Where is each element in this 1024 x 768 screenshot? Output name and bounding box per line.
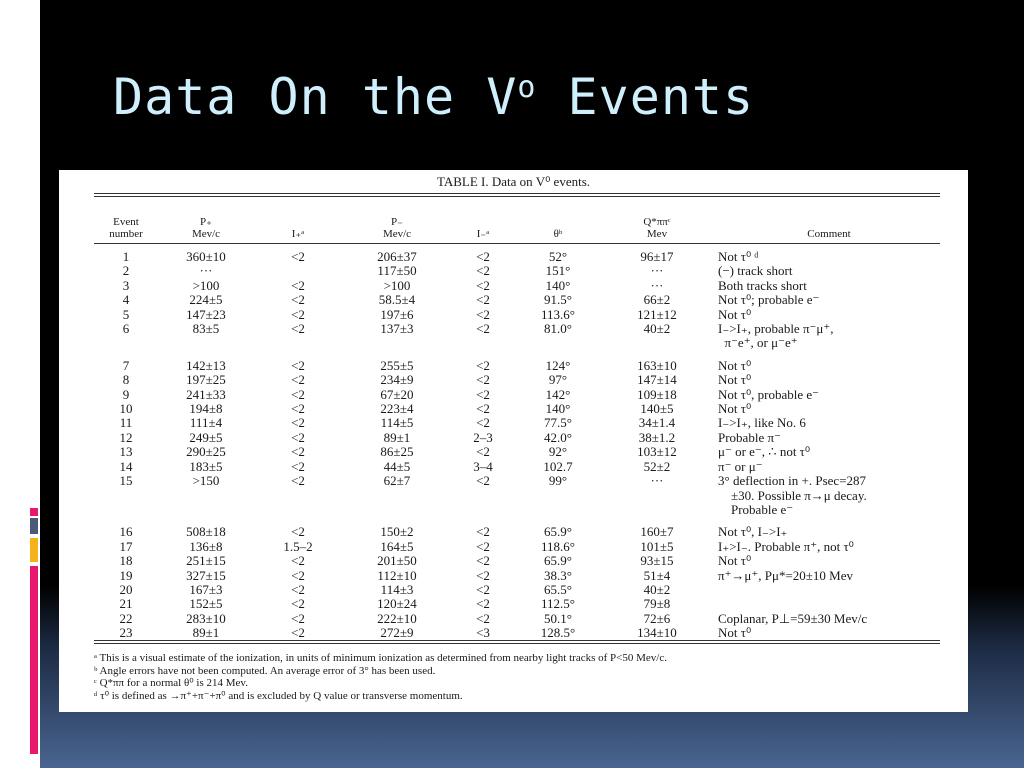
cell-q: ··· (650, 263, 664, 279)
cell-comment: Not τ⁰; probable e⁻ (718, 292, 820, 308)
cell-q: 103±12 (637, 444, 677, 460)
table-row (94, 388, 940, 402)
cell-q: 40±2 (643, 321, 671, 337)
cell-p-minus: 112±10 (377, 567, 417, 583)
cell-q: 52±2 (643, 458, 671, 474)
cell-p-minus: 114±3 (380, 581, 414, 597)
cell-p-minus (342, 336, 452, 350)
table-row (94, 431, 940, 445)
cell-comment: Not τ⁰ ᵈ (718, 249, 759, 264)
cell-i-minus: <2 (476, 581, 490, 597)
cell-p-plus: >100 (192, 277, 220, 293)
cell-event: 18 (119, 553, 133, 569)
cell-q: 34±1.4 (638, 415, 676, 431)
cell-theta: 65.9° (544, 524, 572, 540)
table-row (94, 279, 940, 293)
accent-bar-pink (30, 566, 38, 754)
accent-bar-pink-top (30, 508, 38, 516)
footnote: ᵈ τ⁰ is defined as →π⁺+π⁻+π⁰ and is excluded by Q value or transverse momentum. (94, 689, 463, 702)
header-p-plus: P₊ Mev/c (191, 216, 221, 240)
cell-p-minus: 150±2 (380, 524, 414, 540)
cell-p-minus: 44±5 (383, 458, 411, 474)
title-text-rest: Events (536, 68, 755, 126)
scanned-table-document (59, 170, 968, 712)
cell-theta: 38.3° (544, 567, 572, 583)
cell-i-minus: <2 (476, 357, 490, 373)
cell-p-minus: 234±9 (380, 372, 414, 388)
cell-p-minus: 117±50 (377, 263, 417, 279)
cell-p-plus: 290±25 (186, 444, 226, 460)
cell-p-plus: >150 (192, 473, 220, 489)
cell-comment: 3° deflection in +. Psec=287 (718, 473, 867, 489)
cell-q: 101±5 (640, 538, 674, 554)
v0-events-table (94, 208, 940, 641)
cell-comment: ±30. Possible π→μ decay. (718, 487, 867, 503)
cell-q: 93±15 (640, 553, 674, 569)
table-row (94, 293, 940, 307)
table-row (94, 445, 940, 459)
cell-event (94, 489, 158, 503)
cell-comment: I₋>I₊, probable π⁻μ⁺, (718, 321, 834, 337)
cell-i-minus: <2 (476, 372, 490, 388)
cell-i-minus: <2 (476, 292, 490, 308)
table-row (94, 402, 940, 416)
cell-p-plus: 183±5 (189, 458, 223, 474)
table-caption: TABLE I. Data on V⁰ events. (436, 174, 591, 189)
cell-p-plus: 241±33 (186, 386, 226, 402)
cell-q: 140±5 (640, 401, 674, 417)
cell-comment: Not τ⁰ (718, 553, 752, 569)
cell-event: 7 (122, 357, 130, 373)
cell-i-plus: <2 (291, 625, 305, 641)
table-row (94, 540, 940, 554)
cell-q: ··· (650, 277, 664, 293)
cell-q: 79±8 (643, 596, 671, 612)
slide-title (113, 68, 754, 126)
table-row (94, 373, 940, 387)
header-i-minus: I₋ᵃ (476, 228, 490, 240)
cell-q: 134±10 (637, 625, 677, 641)
table-row (94, 336, 940, 350)
cell-p-plus (158, 336, 254, 350)
cell-p-plus: 360±10 (186, 249, 226, 264)
cell-event: 19 (119, 567, 133, 583)
cell-comment: Not τ⁰ (718, 401, 752, 417)
cell-event: 20 (119, 581, 133, 597)
cell-p-minus (342, 489, 452, 503)
cell-p-minus (342, 503, 452, 517)
cell-p-minus: 62±7 (383, 473, 411, 489)
table-row (94, 474, 940, 488)
cell-i-plus: <2 (291, 458, 305, 474)
cell-theta: 140° (545, 401, 571, 417)
cell-i-plus (254, 503, 342, 517)
cell-i-plus: 1.5–2 (283, 538, 313, 554)
cell-p-minus: 223±4 (380, 401, 414, 417)
cell-i-plus: <2 (291, 581, 305, 597)
cell-i-minus: <2 (476, 596, 490, 612)
cell-event: 8 (122, 372, 130, 388)
cell-comment: Both tracks short (718, 277, 807, 293)
table-row (94, 250, 940, 264)
cell-i-plus: <2 (291, 357, 305, 373)
table-row (94, 583, 940, 597)
cell-i-minus (452, 489, 514, 503)
cell-q: ··· (650, 473, 664, 489)
cell-p-minus: 137±3 (380, 321, 414, 337)
cell-p-plus: 283±10 (186, 610, 226, 626)
header-q: Q*ππᶜ Mev (643, 216, 671, 240)
cell-i-plus: <2 (291, 401, 305, 417)
cell-i-plus: <2 (291, 321, 305, 337)
cell-theta: 151° (545, 263, 571, 279)
cell-event: 6 (122, 321, 130, 337)
cell-q (602, 489, 712, 503)
cell-theta: 99° (548, 473, 568, 489)
cell-event: 9 (122, 386, 130, 402)
cell-i-plus: <2 (291, 415, 305, 431)
cell-q: 160±7 (640, 524, 674, 540)
cell-i-minus: <2 (476, 538, 490, 554)
footnotes (94, 652, 940, 702)
table-row (94, 525, 940, 539)
cell-q: 96±17 (640, 249, 674, 264)
cell-i-plus: <2 (291, 524, 305, 540)
cell-i-minus: <2 (476, 553, 490, 569)
table-row (94, 322, 940, 336)
header-p-minus: P₋ Mev/c (382, 216, 412, 240)
cell-i-minus: <2 (476, 444, 490, 460)
cell-event: 15 (119, 473, 133, 489)
cell-comment: I₊>I₋. Probable π⁺, not τ⁰ (718, 538, 854, 554)
cell-theta: 65.5° (544, 581, 572, 597)
cell-comment: Not τ⁰ (718, 372, 752, 388)
cell-i-minus: <2 (476, 277, 490, 293)
cell-i-plus: <2 (291, 386, 305, 402)
cell-i-minus: <2 (476, 249, 490, 264)
cell-p-minus: 197±6 (380, 306, 414, 322)
cell-i-minus: <2 (476, 263, 490, 279)
cell-q: 38±1.2 (638, 429, 676, 445)
cell-i-plus: <2 (291, 553, 305, 569)
cell-theta (514, 503, 602, 517)
cell-p-plus: 83±5 (192, 321, 220, 337)
cell-p-plus: 249±5 (189, 429, 223, 445)
cell-q (602, 336, 712, 350)
cell-p-plus: 147±23 (186, 306, 226, 322)
title-superscript: o (517, 70, 537, 105)
cell-comment: (−) track short (718, 263, 793, 279)
cell-i-plus: <2 (291, 444, 305, 460)
cell-comment: Probable π⁻ (718, 429, 781, 445)
cell-event: 2 (122, 263, 130, 279)
rule-top (94, 193, 940, 194)
cell-p-plus: 136±8 (189, 538, 223, 554)
cell-i-minus: <2 (476, 473, 490, 489)
cell-q: 121±12 (637, 306, 677, 322)
cell-event: 10 (119, 401, 133, 417)
cell-event: 1 (122, 249, 130, 264)
cell-p-plus: 167±3 (189, 581, 223, 597)
cell-event: 3 (122, 277, 130, 293)
table-row (94, 612, 940, 626)
cell-event: 12 (119, 429, 133, 445)
cell-event: 4 (122, 292, 130, 308)
cell-p-minus: 272±9 (380, 625, 414, 641)
footnote: ᵃ This is a visual estimate of the ionization, in units of minimum ionization as determined from nearby light tracks of P<50 Mev/c. (94, 652, 667, 664)
cell-i-minus (452, 336, 514, 350)
cell-p-minus: 206±37 (377, 249, 417, 264)
cell-event (94, 503, 158, 517)
rule-top-2 (94, 196, 940, 197)
table-row (94, 308, 940, 322)
cell-i-minus: <2 (476, 386, 490, 402)
cell-event: 22 (119, 610, 133, 626)
cell-p-plus: 111±4 (189, 415, 223, 431)
header-theta: θᵇ (553, 228, 563, 240)
footnote: ᶜ Q*ππ for a normal θ⁰ is 214 Mev. (94, 677, 248, 689)
cell-i-minus: <2 (476, 524, 490, 540)
cell-i-plus (254, 489, 342, 503)
cell-p-plus: 197±25 (186, 372, 226, 388)
cell-event: 17 (119, 538, 133, 554)
cell-theta: 112.5° (541, 596, 575, 612)
cell-i-plus: <2 (291, 429, 305, 445)
cell-p-plus: 251±15 (186, 553, 226, 569)
cell-theta: 42.0° (544, 429, 572, 445)
cell-p-plus: 327±15 (186, 567, 226, 583)
cell-comment: μ⁻ or e⁻, ∴ not τ⁰ (718, 444, 811, 460)
cell-p-minus: 114±5 (380, 415, 414, 431)
cell-comment: I₋>I₊, like No. 6 (718, 415, 806, 431)
cell-comment: Probable e⁻ (718, 501, 794, 517)
cell-p-minus: 201±50 (377, 553, 417, 569)
cell-p-plus: ··· (199, 263, 213, 279)
cell-comment (712, 583, 940, 597)
table-row (94, 626, 940, 640)
cell-theta (514, 336, 602, 350)
cell-theta: 52° (548, 249, 568, 264)
cell-q: 109±18 (637, 386, 677, 402)
table-row (94, 460, 940, 474)
table-row (94, 359, 940, 373)
cell-comment: Not τ⁰ (718, 625, 752, 641)
cell-p-plus (158, 503, 254, 517)
header-comment: Comment (807, 228, 851, 240)
cell-p-minus: 164±5 (380, 538, 414, 554)
cell-p-minus: 67±20 (380, 386, 414, 402)
cell-comment: Not τ⁰ (718, 306, 752, 322)
cell-i-plus: <2 (291, 277, 305, 293)
cell-q: 72±6 (643, 610, 671, 626)
cell-q: 163±10 (637, 357, 677, 373)
cell-theta: 92° (548, 444, 568, 460)
cell-q: 40±2 (643, 581, 671, 597)
cell-theta: 102.7 (543, 458, 573, 474)
cell-theta: 65.9° (544, 553, 572, 569)
cell-i-plus (254, 336, 342, 350)
cell-p-plus: 89±1 (192, 625, 220, 641)
cell-comment: Not τ⁰, I₋>I₊ (718, 524, 788, 540)
cell-event: 11 (119, 415, 133, 431)
cell-theta: 118.6° (541, 538, 575, 554)
cell-q: 147±14 (637, 372, 677, 388)
cell-i-minus: <2 (476, 401, 490, 417)
cell-i-plus: <2 (291, 596, 305, 612)
cell-i-minus: <2 (476, 567, 490, 583)
table-row (94, 416, 940, 430)
cell-event: 5 (122, 306, 130, 322)
cell-comment: π⁻ or μ⁻ (718, 458, 763, 474)
cell-i-plus: <2 (291, 306, 305, 322)
cell-event: 14 (119, 458, 133, 474)
cell-i-plus: <2 (291, 567, 305, 583)
accent-bar-grey (30, 518, 38, 534)
header-i-plus: I₊ᵃ (291, 228, 305, 240)
cell-i-minus: <2 (476, 610, 490, 626)
cell-q: 51±4 (643, 567, 671, 583)
cell-p-minus: 120±24 (377, 596, 417, 612)
cell-theta: 142° (545, 386, 571, 402)
cell-i-minus: <2 (476, 306, 490, 322)
cell-p-plus (158, 489, 254, 503)
cell-i-plus: <2 (291, 249, 305, 264)
cell-i-plus: <2 (291, 372, 305, 388)
cell-p-plus: 152±5 (189, 596, 223, 612)
cell-p-minus: 89±1 (383, 429, 411, 445)
cell-event: 23 (119, 625, 133, 641)
cell-p-minus: 86±25 (380, 444, 414, 460)
footnote: ᵇ Angle errors have not been computed. An average error of 3° has been used. (94, 664, 436, 677)
table-row (94, 597, 940, 611)
cell-i-minus: <2 (476, 321, 490, 337)
cell-comment: π⁻e⁺, or μ⁻e⁺ (718, 335, 798, 351)
cell-event: 13 (119, 444, 133, 460)
cell-i-minus: 2–3 (473, 429, 493, 445)
cell-i-minus: <3 (476, 625, 490, 641)
table-header-row (94, 208, 940, 244)
cell-event: 16 (119, 524, 133, 540)
cell-comment: Not τ⁰ (718, 357, 752, 373)
rule-bottom (94, 640, 940, 641)
table-row (94, 503, 940, 517)
table-row (94, 569, 940, 583)
cell-p-plus: 224±5 (189, 292, 223, 308)
cell-theta: 124° (545, 357, 571, 373)
cell-p-plus: 142±13 (186, 357, 226, 373)
cell-comment (712, 597, 940, 611)
cell-comment: Coplanar, P⊥=59±30 Mev/c (718, 610, 868, 626)
cell-q: 66±2 (643, 292, 671, 308)
table-row (94, 554, 940, 568)
accent-bar-gold (30, 538, 38, 562)
cell-event: 21 (119, 596, 133, 612)
cell-theta: 81.0° (544, 321, 572, 337)
cell-p-minus: 58.5±4 (378, 292, 416, 308)
cell-p-minus: 222±10 (377, 610, 417, 626)
cell-theta: 77.5° (544, 415, 572, 431)
cell-event (94, 336, 158, 350)
table-row (94, 264, 940, 278)
cell-theta (514, 489, 602, 503)
table-row (94, 489, 940, 503)
cell-i-plus: <2 (291, 292, 305, 308)
cell-theta: 91.5° (544, 292, 572, 308)
cell-theta: 113.6° (541, 306, 575, 322)
cell-p-minus: >100 (383, 277, 411, 293)
cell-p-minus: 255±5 (380, 357, 414, 373)
cell-theta: 128.5° (540, 625, 576, 641)
cell-theta: 97° (548, 372, 568, 388)
cell-i-plus: <2 (291, 473, 305, 489)
cell-comment: Not τ⁰, probable e⁻ (718, 386, 820, 402)
cell-i-minus: 3–4 (473, 458, 493, 474)
header-event: Event number (109, 216, 143, 240)
cell-i-minus: <2 (476, 415, 490, 431)
cell-p-plus: 508±18 (186, 524, 226, 540)
cell-i-plus: <2 (291, 610, 305, 626)
rule-bottom-2 (94, 643, 940, 644)
cell-theta: 50.1° (544, 610, 572, 626)
cell-i-plus (254, 264, 342, 278)
cell-q (602, 503, 712, 517)
cell-comment: π⁺→μ⁺, Pμ*=20±10 Mev (718, 567, 854, 583)
title-text: Data On the V (113, 68, 518, 126)
cell-theta: 140° (545, 277, 571, 293)
cell-i-minus (452, 503, 514, 517)
cell-p-plus: 194±8 (189, 401, 223, 417)
